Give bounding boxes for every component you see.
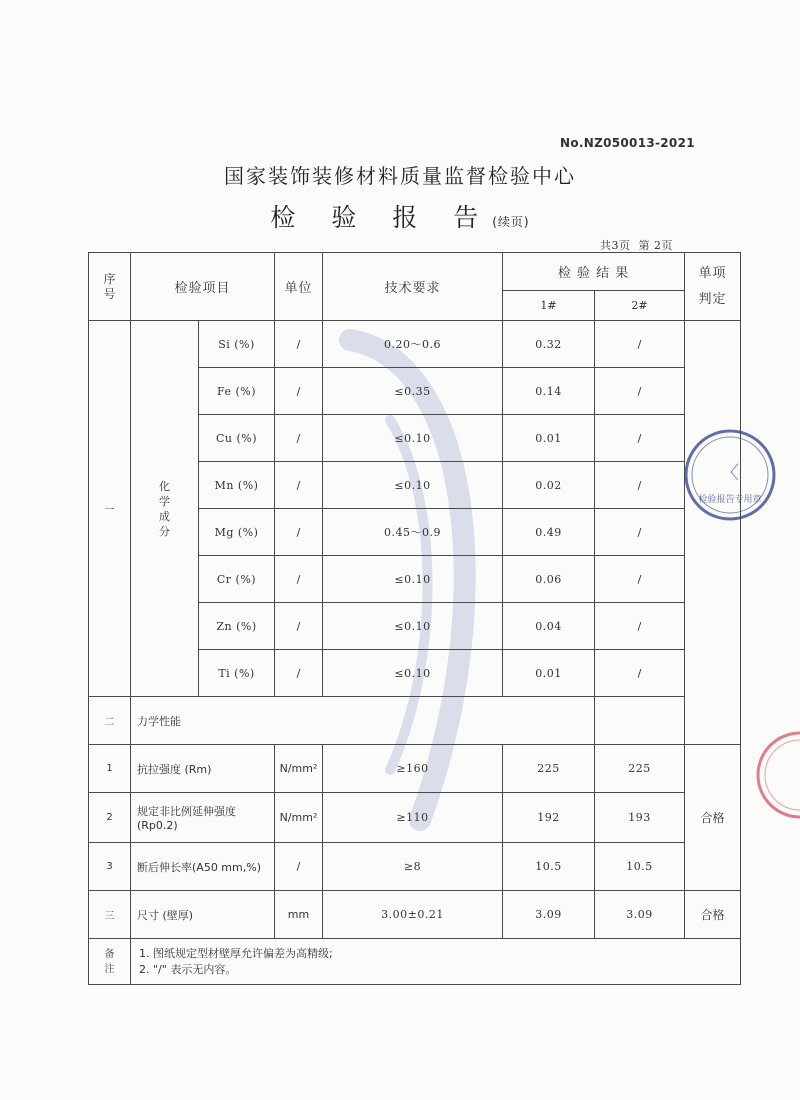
report-title: 检 验 报 告	[270, 203, 493, 232]
item-result-2: 10.5	[595, 843, 685, 891]
item-result-2: 225	[595, 745, 685, 793]
item-requirement: ≤0.35	[323, 368, 503, 415]
table-row	[89, 321, 741, 368]
header-verdict-label: 单项判定	[698, 265, 727, 307]
item-result-2: /	[595, 509, 685, 556]
header-verdict	[685, 253, 741, 321]
note-line-1: 1. 图纸规定型材壁厚允许偏差为高精级;	[139, 946, 333, 960]
header-sample-2: 2#	[595, 291, 685, 321]
item-result-2: /	[595, 462, 685, 509]
item-result-2: /	[595, 650, 685, 697]
row-seq: 2	[89, 793, 131, 843]
item-result-1: 10.5	[503, 843, 595, 891]
company-seal-icon	[752, 720, 800, 830]
item-result-2: /	[595, 415, 685, 462]
item-result-2: /	[595, 321, 685, 368]
item-requirement: ≤0.10	[323, 415, 503, 462]
item-requirement: 0.20～0.6	[323, 321, 503, 368]
section1-name-label: 化学成分	[159, 479, 170, 538]
header-sample-1: 1#	[503, 291, 595, 321]
page-total: 共3页	[600, 239, 631, 252]
item-unit: /	[275, 843, 323, 891]
item-result-1: 0.02	[503, 462, 595, 509]
section1-name	[131, 321, 199, 697]
item-unit: /	[275, 321, 323, 368]
page-indicator	[600, 237, 681, 253]
item-result-2: 3.09	[595, 891, 685, 939]
section1-seq: 一	[89, 321, 131, 697]
stamp-text: 检验报告专用章	[698, 495, 762, 505]
item-result-1: 3.09	[503, 891, 595, 939]
organization-name: 国家装饰装修材料质量监督检验中心	[224, 164, 576, 188]
item-unit: /	[275, 368, 323, 415]
page-current: 第 2页	[638, 239, 673, 252]
header-results: 检 验 结 果	[503, 253, 685, 291]
section3-seq: 三	[89, 891, 131, 939]
section2-seq: 二	[89, 697, 131, 745]
report-subtitle: (续页)	[492, 215, 530, 229]
item-result-1: 0.14	[503, 368, 595, 415]
item-result-2: /	[595, 556, 685, 603]
item-unit: /	[275, 509, 323, 556]
notes-row	[89, 939, 741, 985]
section1-verdict	[685, 321, 741, 745]
row-seq: 1	[89, 745, 131, 793]
table-row	[89, 745, 741, 793]
item-requirement: ≤0.10	[323, 650, 503, 697]
header-item: 检验项目	[131, 253, 275, 321]
item-requirement: ≤0.10	[323, 556, 503, 603]
item-requirement: 3.00±0.21	[323, 891, 503, 939]
item-result-1: 225	[503, 745, 595, 793]
item-result-1: 192	[503, 793, 595, 843]
item-result-2: 193	[595, 793, 685, 843]
header-requirement: 技术要求	[323, 253, 503, 321]
item-requirement: ≥8	[323, 843, 503, 891]
item-requirement: ≥160	[323, 745, 503, 793]
item-unit: /	[275, 462, 323, 509]
notes-label	[89, 939, 131, 985]
item-unit: /	[275, 415, 323, 462]
section2-name: 力学性能	[131, 697, 595, 745]
item-result-1: 0.04	[503, 603, 595, 650]
item-name: Mg (%)	[199, 509, 275, 556]
item-result-1: 0.01	[503, 650, 595, 697]
item-requirement: ≤0.10	[323, 603, 503, 650]
item-unit: /	[275, 556, 323, 603]
item-result-1: 0.01	[503, 415, 595, 462]
item-result-1: 0.49	[503, 509, 595, 556]
item-name: 规定非比例延伸强度 (Rp0.2)	[131, 793, 275, 843]
item-name: Mn (%)	[199, 462, 275, 509]
note-line-2: 2. "/" 表示无内容。	[139, 962, 237, 976]
item-unit: mm	[275, 891, 323, 939]
item-name: Ti (%)	[199, 650, 275, 697]
row-seq: 3	[89, 843, 131, 891]
item-unit: /	[275, 603, 323, 650]
item-name: 断后伸长率(A50 mm,%)	[131, 843, 275, 891]
table-row	[89, 793, 741, 843]
item-requirement: ≤0.10	[323, 462, 503, 509]
table-row	[89, 697, 741, 745]
item-unit: /	[275, 650, 323, 697]
item-name: Zn (%)	[199, 603, 275, 650]
table-row	[89, 891, 741, 939]
report-number: No.NZ050013-2021	[560, 136, 695, 150]
header-seq-label: 序号	[103, 271, 116, 301]
item-name: 尺寸 (壁厚)	[131, 891, 275, 939]
inspection-table	[88, 252, 741, 985]
item-unit: N/mm²	[275, 793, 323, 843]
item-unit: N/mm²	[275, 745, 323, 793]
svg-text:〈: 〈	[721, 463, 739, 484]
item-requirement: ≥110	[323, 793, 503, 843]
notes-content	[131, 939, 741, 985]
item-name: Fe (%)	[199, 368, 275, 415]
header-unit: 单位	[275, 253, 323, 321]
notes-label-text: 备注	[104, 948, 115, 975]
item-result-1: 0.32	[503, 321, 595, 368]
item-result-2: /	[595, 603, 685, 650]
item-requirement: 0.45～0.9	[323, 509, 503, 556]
item-name: 抗拉强度 (Rm)	[131, 745, 275, 793]
table-row	[89, 843, 741, 891]
item-name: Cr (%)	[199, 556, 275, 603]
item-name: Cu (%)	[199, 415, 275, 462]
section2-verdict: 合格	[685, 745, 741, 891]
header-seq	[89, 253, 131, 321]
section3-verdict: 合格	[685, 891, 741, 939]
item-result-1: 0.06	[503, 556, 595, 603]
item-result-2: /	[595, 368, 685, 415]
document-title	[0, 198, 800, 234]
item-name: Si (%)	[199, 321, 275, 368]
